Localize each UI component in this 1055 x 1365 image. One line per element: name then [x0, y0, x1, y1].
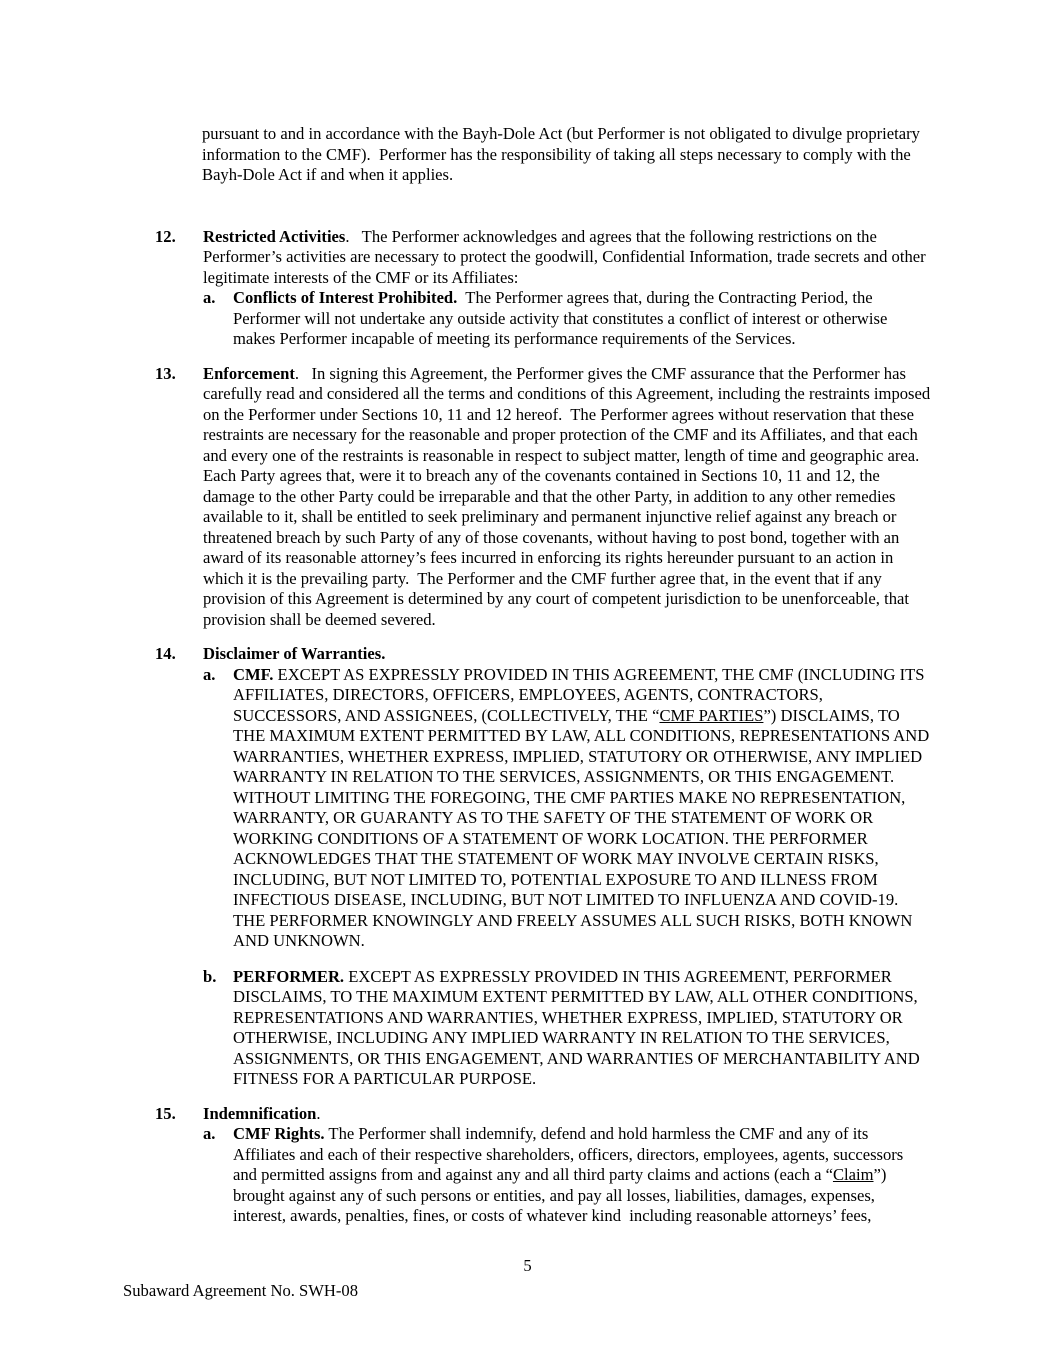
subitem-paragraph [233, 1124, 931, 1227]
section-13-enforcement [155, 363, 935, 631]
section-paragraph [203, 363, 935, 631]
subitem-letter: a. [203, 288, 216, 307]
footer-document-reference: Subaward Agreement No. SWH-08 [123, 1281, 359, 1300]
subitem-letter: b. [203, 966, 217, 986]
underlined-term-claim: Claim [832, 1165, 874, 1184]
section-paragraph [203, 227, 931, 289]
section-title: Restricted Activities [203, 226, 346, 246]
section-body [203, 363, 935, 631]
section-15-indemnification [155, 1104, 931, 1227]
section-number: 12. [155, 226, 176, 246]
section-12-restricted-activities [155, 227, 931, 350]
subitem-text: The Performer agrees that, during the Contracting Period, the Performer will not undertake any outside activity that constitutes a conflict of interest or otherwise makes Performer incapable of meeting its performance requirements of the Services. [233, 288, 892, 348]
subitem-letter: a. [203, 664, 216, 684]
section-number: 15. [155, 1103, 176, 1123]
page-number: 5 [523, 1256, 532, 1275]
subitem-text-before: The Performer shall indemnify, defend and hold harmless the CMF and any of its Affiliates and each of their respective shareholders, officers, directors, employees, agents, successors and permitted assigns from and against any and all third party claims and actions (each a “ [233, 1124, 908, 1184]
subitem-paragraph [233, 664, 934, 952]
subitem-title: CMF Rights. [233, 1124, 325, 1143]
subitem-14a-cmf [203, 664, 934, 952]
section-text: . The Performer acknowledges and agrees that the following restrictions on the Performer’s activities are necessary to protect the goodwill, Confidential Information, trade secrets and other legitimate interests of the CMF or its Affiliates: [203, 226, 930, 287]
section-body [203, 227, 931, 350]
section-text: . In signing this Agreement, the Performer gives the CMF assurance that the Performer has carefully read and considered all the terms and conditions of this Agreement, including the restraints imposed on the Performer under Sections 10, 11 and 12 hereof. The Performer agrees without reservation that these restraints are necessary for the reasonable and proper protection of the CMF and its Affiliates, and that each and every one of the restraints is reasonable in respect to subject matter, length of time and geographic area. Each Party agrees that, were it to breach any of the covenants contained in Sections 10, 11 and 12, the damage to the other Party could be irreparable and that the other Party, in addition to any other remedies available to it, shall be entitled to seek preliminary and permanent injunctive relief against any breach or threatened breach by such Party of any of those covenants, without having to post bond, together with an award of its reasonable attorney’s fees incurred in enforcing its rights hereunder pursuant to an action in which it is the prevailing party. The Performer and the CMF further agree that, in the event that if any provision of this Agreement is determined by any court of competent jurisdiction to be unenforceable, that provision shall be deemed severed. [203, 363, 935, 629]
section-title: Indemnification [203, 1103, 317, 1123]
section-title-suffix: . [316, 1103, 321, 1123]
subitem-text-before: EXCEPT AS EXPRESSLY PROVIDED IN THIS AGREEMENT, THE CMF (INCLUDING ITS AFFILIATES, DIRECTORS, OFFICERS, EMPLOYEES, AGENTS, CONTRACTORS, SUCCESSORS, AND ASSIGNEES, (COLLECTIVELY, THE “ [233, 664, 928, 725]
section-14-disclaimer-of-warranties [155, 644, 934, 1090]
page-content [155, 124, 935, 1241]
section-heading [203, 644, 931, 665]
section-title: Enforcement [203, 363, 295, 383]
subitem-text: EXCEPT AS EXPRESSLY PROVIDED IN THIS AGREEMENT, PERFORMER DISCLAIMS, TO THE MAXIMUM EXTENT PERMITTED BY LAW, ALL OTHER CONDITIONS, REPRESENTATIONS AND WARRANTIES, WHETHER EXPRESS, IMPLIED, STATUTORY OR OTHERWISE, INCLUDING ANY IMPLIED WARRANTY IN RELATION TO THE SERVICES, ASSIGNMENTS, OR THIS ENGAGEMENT, AND WARRANTIES OF MERCHANTABILITY AND FITNESS FOR A PARTICULAR PURPOSE. [233, 966, 924, 1088]
section-number: 13. [155, 363, 176, 383]
section-body [203, 1104, 931, 1227]
section-number: 14. [155, 644, 176, 663]
section-heading [203, 1104, 931, 1125]
section-title: Disclaimer of Warranties. [203, 644, 386, 663]
subitem-title: CMF. [233, 664, 274, 684]
subitem-text-after: ”) DISCLAIMS, TO THE MAXIMUM EXTENT PERMITTED BY LAW, ALL CONDITIONS, REPRESENTATIONS AND WARRANTIES, WHETHER EXPRESS, IMPLIED, STATUTORY OR OTHERWISE, ANY IMPLIED WARRANTY IN RELATION TO THE SERVICES, ASSIGNMENTS, OR THIS ENGAGEMENT. WITHOUT LIMITING THE FOREGOING, THE CMF PARTIES MAKE NO REPRESENTATION, WARRANTY, OR GUARANTY AS TO THE SAFETY OF THE STATEMENT OF WORK OR WORKING CONDITIONS OF A STATEMENT OF WORK LOCATION. THE PERFORMER ACKNOWLEDGES THAT THE STATEMENT OF WORK MAY INVOLVE CERTAIN RISKS, INCLUDING, BUT NOT LIMITED TO, POTENTIAL EXPOSURE TO AND ILLNESS FROM INFECTIOUS DISEASE, INCLUDING, BUT NOT LIMITED TO INFLUENZA AND COVID-19. THE PERFORMER KNOWINGLY AND FREELY ASSUMES ALL SUCH RISKS, BOTH KNOWN AND UNKNOWN. [233, 705, 934, 950]
intro-paragraph: pursuant to and in accordance with the Bayh-Dole Act (but Performer is not obligated to divulge proprietary information to the CMF). Performer has the responsibility of taking all steps necessary to comply with the Bayh-Dole Act if and when it applies. [202, 124, 925, 184]
subitem-paragraph [233, 288, 931, 350]
subitem-12a-conflicts-of-interest [203, 288, 931, 350]
subitem-15a-cmf-rights [203, 1124, 931, 1227]
subitem-paragraph [233, 967, 931, 1090]
subitem-title: PERFORMER. [233, 966, 345, 986]
subitem-14b-performer [203, 967, 931, 1090]
subitem-title: Conflicts of Interest Prohibited. [233, 288, 458, 307]
section-body [203, 644, 934, 1090]
underlined-term-cmf-parties: CMF PARTIES [659, 705, 764, 725]
subitem-text-after: ”) brought against any of such persons or entities, and pay all losses, liabilities, damages, expenses, interest, awards, penalties, fines, or costs of whatever kind including reasonable attorneys’ fees, [233, 1165, 891, 1225]
subitem-letter: a. [203, 1124, 216, 1143]
